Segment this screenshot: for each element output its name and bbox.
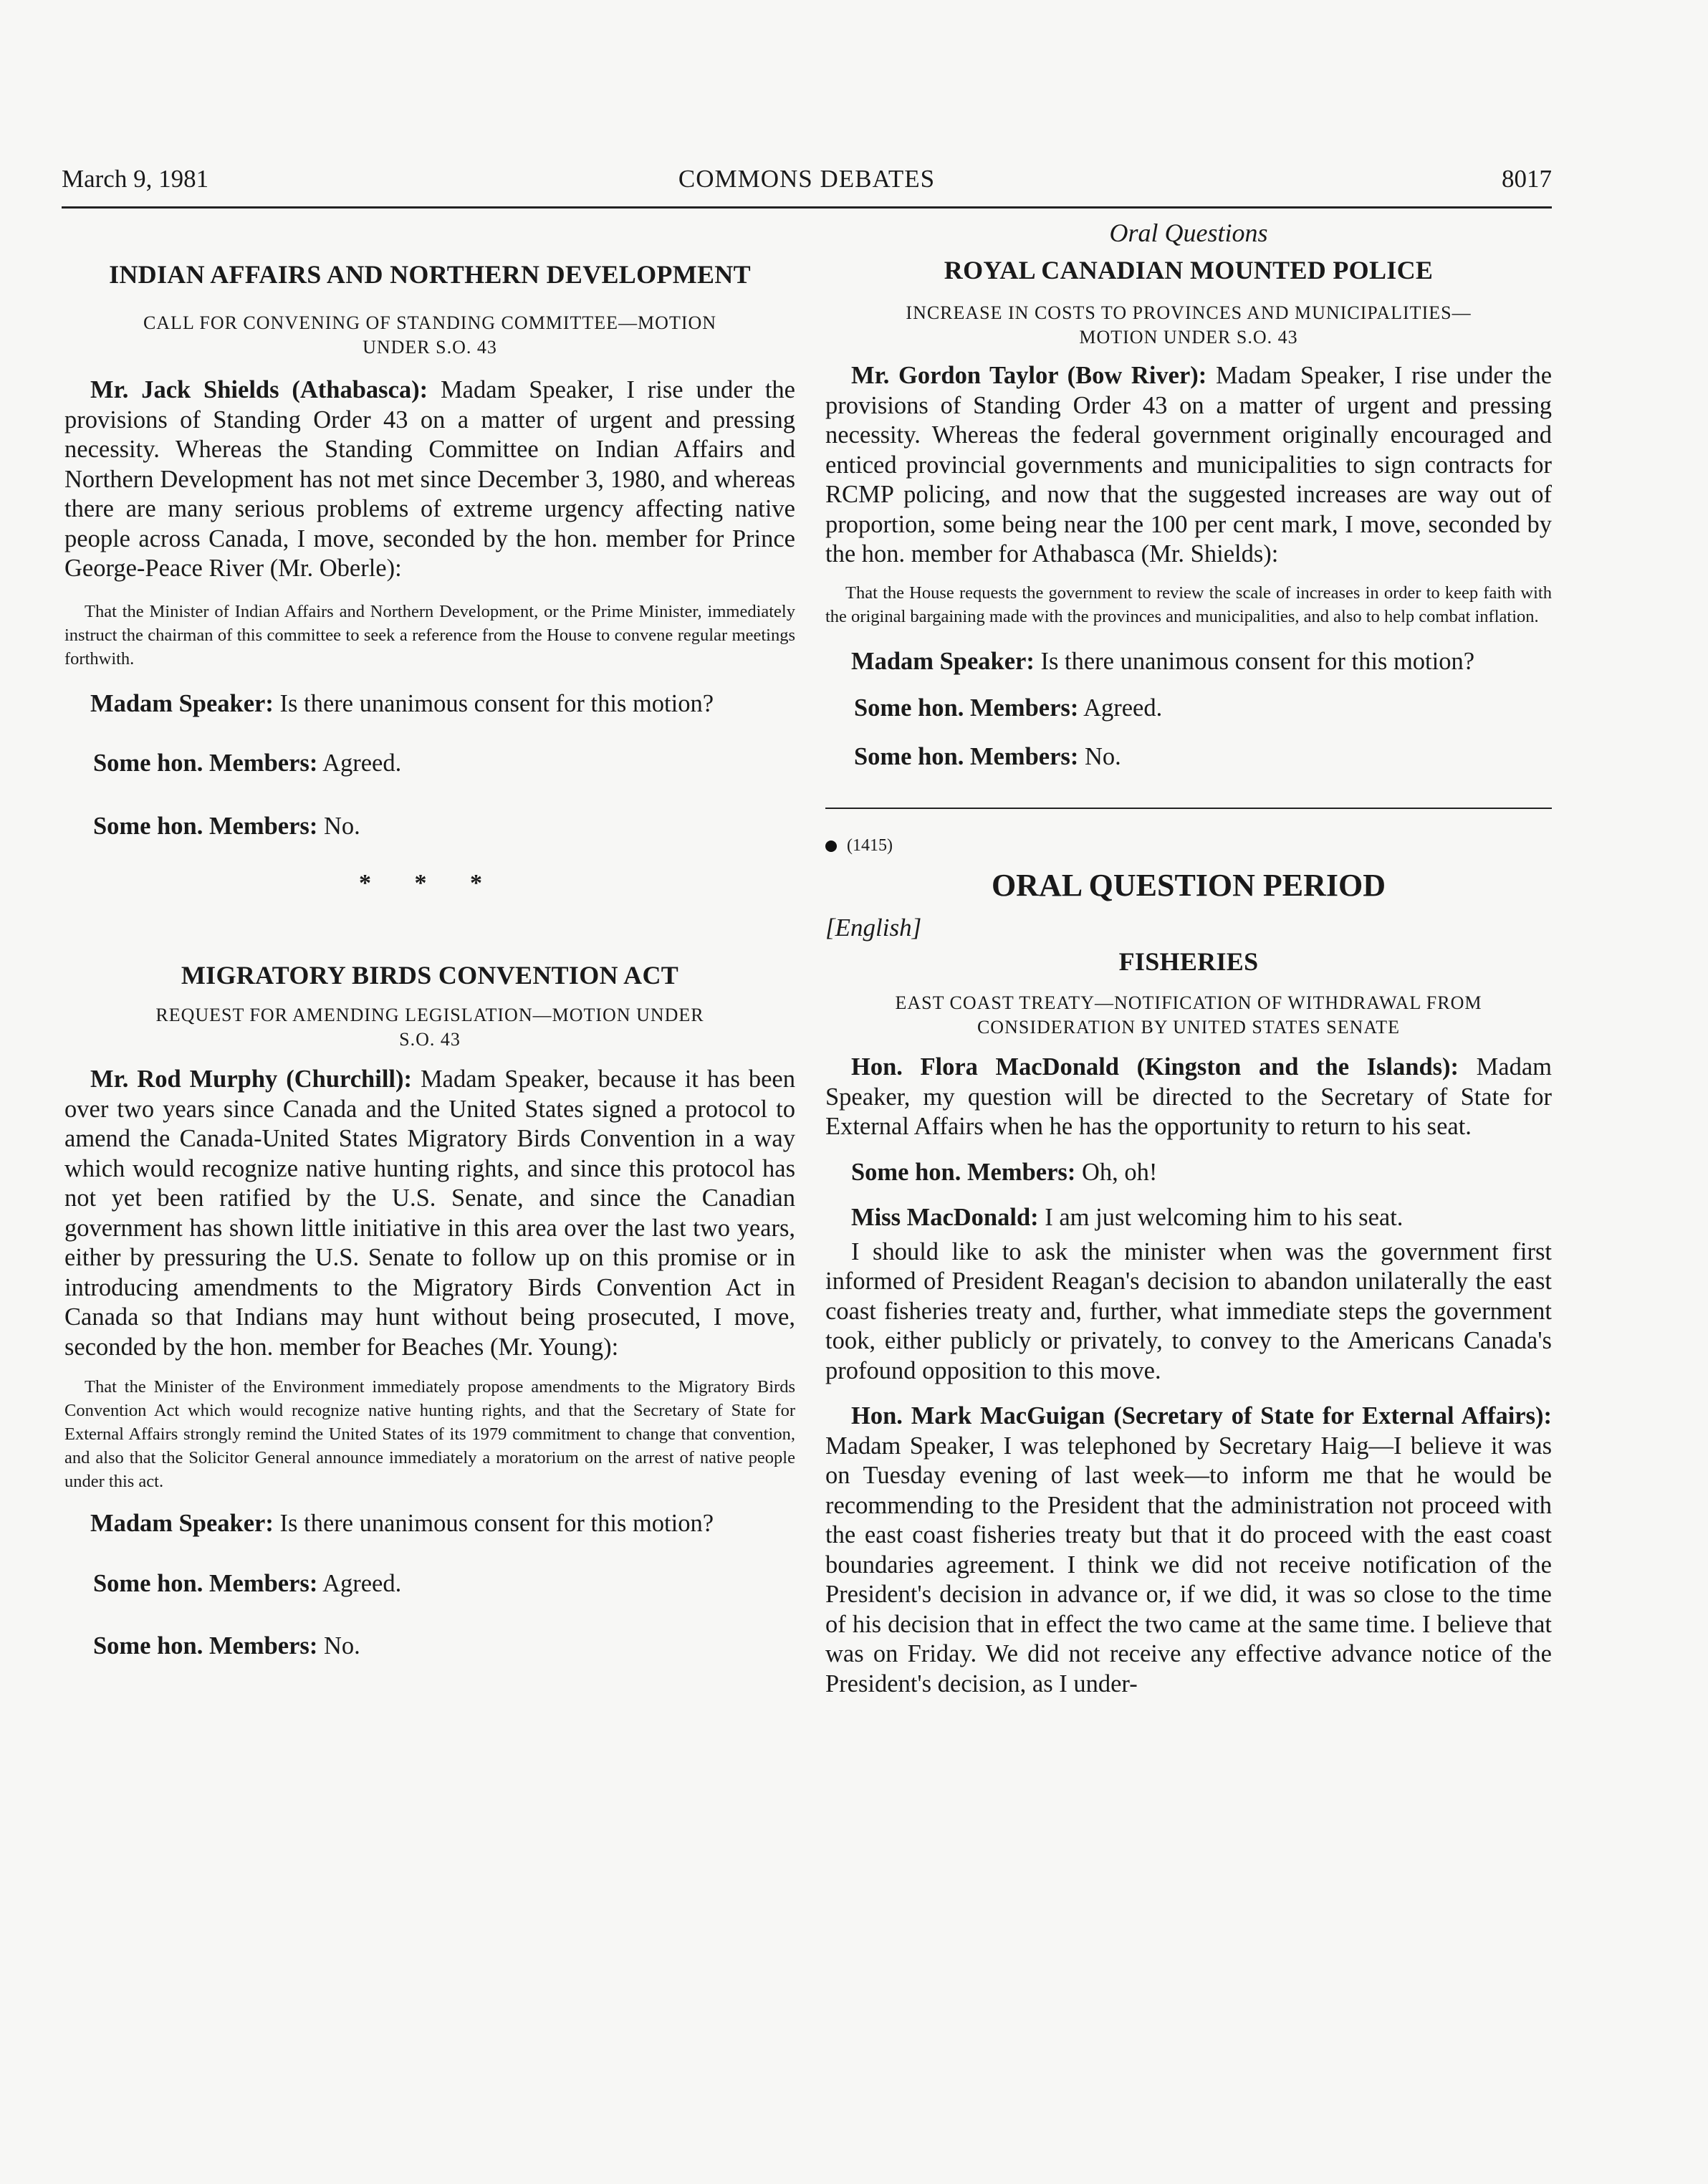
response-agreed [825, 694, 1552, 724]
speech-text: Madam Speaker, I rise under the provisions of Standing Order 43 on a matter of urgent and pressing necessity. Whereas the federal government originally encouraged and enticed provincial governments and municipalities to sign contracts for RCMP policing, and now that the suggested increases are way out of proportion, some being near the 100 per cent mark, I move, seconded by the hon. member for Athabasca (Mr. Shields): [825, 362, 1553, 567]
speaker-name: Mr. Rod Murphy (Churchill): [90, 1065, 412, 1093]
speaker-name: Mr. Gordon Taylor (Bow River): [851, 362, 1207, 389]
right-column [825, 215, 1552, 1699]
response-text: Agreed. [322, 749, 402, 777]
speaker-name: Some hon. Members: [93, 1632, 318, 1659]
section-heading-indian-affairs: INDIAN AFFAIRS AND NORTHERN DEVELOPMENT [109, 260, 751, 289]
response-text: No. [323, 1632, 360, 1659]
oral-question-period-heading: ORAL QUESTION PERIOD [991, 868, 1386, 903]
page-number: 8017 [1502, 165, 1552, 193]
speech-murphy [64, 1065, 795, 1362]
section-separator-stars: * * * [359, 870, 501, 896]
speaker-name: Miss MacDonald: [851, 1204, 1039, 1231]
motion-text: That the House requests the government to review the scale of increases in order to keep faith with the original bargaining made with the provinces and municipalities, and also to help combat inflation. [825, 583, 1552, 626]
speaker-name: Madam Speaker: [90, 689, 274, 717]
section-heading-fisheries: FISHERIES [1118, 947, 1259, 976]
response-text: No. [323, 812, 360, 840]
section-heading-rcmp: ROYAL CANADIAN MOUNTED POLICE [944, 256, 1434, 284]
speaker-name: Some hon. Members: [851, 1158, 1076, 1186]
speech-text: Madam Speaker, my question will be directed to the Secretary of State for External Affairs when he has the opportunity to return to his seat. [825, 1053, 1553, 1140]
section-divider-rule [825, 808, 1552, 809]
speech-madam-speaker [64, 1509, 795, 1539]
response-text: Agreed. [1083, 694, 1163, 722]
speech-taylor [825, 361, 1552, 570]
timestamp-text: (1415) [847, 836, 893, 855]
subheading-line: INCREASE IN COSTS TO PROVINCES AND MUNICIPALITIES— [906, 302, 1472, 323]
response-no [64, 1632, 795, 1662]
subheading-standing-committee [64, 311, 795, 360]
speech-miss-macdonald [825, 1203, 1552, 1233]
subheading-line: S.O. 43 [399, 1029, 461, 1050]
subheading-line: MOTION UNDER S.O. 43 [1079, 327, 1298, 348]
speaker-name: Some hon. Members: [93, 812, 318, 840]
speech-members-interjection [825, 1158, 1552, 1188]
speaker-name: Hon. Mark MacGuigan (Secretary of State for External Affairs): [851, 1402, 1552, 1429]
speaker-name: Some hon. Members: [854, 694, 1079, 722]
subheading-line: CALL FOR CONVENING OF STANDING COMMITTEE—MOTION [143, 312, 717, 333]
speech-shields [64, 375, 795, 584]
response-text: No. [1084, 742, 1121, 770]
speech-macguigan [825, 1402, 1552, 1699]
running-head-title: COMMONS DEBATES [678, 165, 936, 193]
speech-flora-macdonald [825, 1053, 1552, 1142]
speaker-name: Mr. Jack Shields (Athabasca): [90, 376, 428, 403]
speech-text: Is there unanimous consent for this motion? [1040, 647, 1475, 675]
speech-text: Madam Speaker, I rise under the provisions of Standing Order 43 on a matter of urgent and pressing necessity. Whereas the Standing Committee on Indian Affairs and Northern Development has not met since December 3, 1980, and whereas there are many serious problems of extreme urgency affecting native people across Canada, I move, seconded by the hon. member for Prince George-Peace River (Mr. Oberle): [64, 376, 795, 582]
motion-text: That the Minister of Indian Affairs and Northern Development, or the Prime Minister, immediately instruct the chairman of this committee to seek a reference from the House to convene regular meetings forthwith. [64, 601, 795, 669]
speech-madam-speaker [64, 689, 795, 719]
speaker-name: Some hon. Members: [854, 742, 1079, 770]
subheading-line: EAST COAST TREATY—NOTIFICATION OF WITHDRAWAL FROM [895, 992, 1482, 1013]
subheading-rcmp-costs [825, 301, 1552, 350]
speech-text: Is there unanimous consent for this motion? [279, 689, 714, 717]
section-heading-migratory-birds: MIGRATORY BIRDS CONVENTION ACT [181, 961, 679, 990]
subheading-line: REQUEST FOR AMENDING LEGISLATION—MOTION UNDER [155, 1005, 704, 1025]
response-text: Agreed. [322, 1569, 402, 1597]
response-agreed [64, 1569, 795, 1599]
speech-text: Madam Speaker, because it has been over two years since Canada and the United States signed a protocol to amend the Canada-United States Migratory Birds Convention in a way which would recognize native hunting rights, and since this protocol has not yet been ratified by the U.S. Senate, and since the Canadian government has shown little initiative in this area over the last two years, either by pressuring the U.S. Senate to follow up on this promise or in introducing amendments to the Migratory Birds Convention Act in Canada so that Indians may hunt without being prosecuted, I move, seconded by the hon. member for Beaches (Mr. Young): [64, 1065, 795, 1361]
subheading-east-coast-treaty [825, 991, 1552, 1040]
timestamp [825, 836, 1552, 856]
response-no [825, 742, 1552, 772]
speech-text: Is there unanimous consent for this motion? [279, 1510, 714, 1537]
speaker-name: Madam Speaker: [851, 647, 1035, 675]
subheading-line: UNDER S.O. 43 [363, 337, 497, 358]
speech-question-continued: I should like to ask the minister when was the government first informed of President Reagan's decision to abandon unilaterally the east coast fisheries treaty and, further, what immediate steps the government took, either publicly or privately, to convey to the Americans Canada's profound opposition to this move. [825, 1237, 1552, 1384]
left-column [64, 215, 795, 1662]
running-head [62, 165, 1552, 209]
motion-text: That the Minister of the Environment immediately propose amendments to the Migratory Birds Convention Act which would recognize native hunting rights, and that the Secretary of State for External Affairs strongly remind the United States of its 1979 commitment to change that convention, and also that the Solicitor General announce immediately a moratorium on the arrest of native people under this act. [64, 1377, 795, 1491]
speech-text: Madam Speaker, I was telephoned by Secretary Haig—I believe it was on Tuesday evening of last week—to inform me that he would be recommending to the President that the administration not proceed with the east coast fisheries treaty but that it do proceed with the east coast boundaries agreement. I think we did not receive notification of the President's decision in advance or, if we did, it was so close to the time of his decision that in effect the two came at the same time. I believe that was on Friday. We did not receive any effective advance notice of the President's decision, as I under- [825, 1432, 1552, 1697]
context-heading: Oral Questions [1109, 219, 1268, 247]
speaker-name: Hon. Flora MacDonald (Kingston and the Islands): [851, 1053, 1459, 1081]
running-head-date: March 9, 1981 [62, 165, 209, 193]
speaker-name: Some hon. Members: [93, 749, 318, 777]
speaker-name: Madam Speaker: [90, 1510, 274, 1537]
subheading-line: CONSIDERATION BY UNITED STATES SENATE [977, 1017, 1401, 1038]
bullet-icon [825, 840, 837, 852]
speech-madam-speaker [825, 647, 1552, 677]
speech-text: I am just welcoming him to his seat. [1045, 1204, 1404, 1231]
speech-text: Oh, oh! [1081, 1158, 1158, 1186]
response-agreed [64, 749, 795, 779]
language-tag: [English] [825, 914, 922, 942]
subheading-amending-legislation [64, 1003, 795, 1052]
response-no [64, 812, 795, 842]
speaker-name: Some hon. Members: [93, 1569, 318, 1597]
